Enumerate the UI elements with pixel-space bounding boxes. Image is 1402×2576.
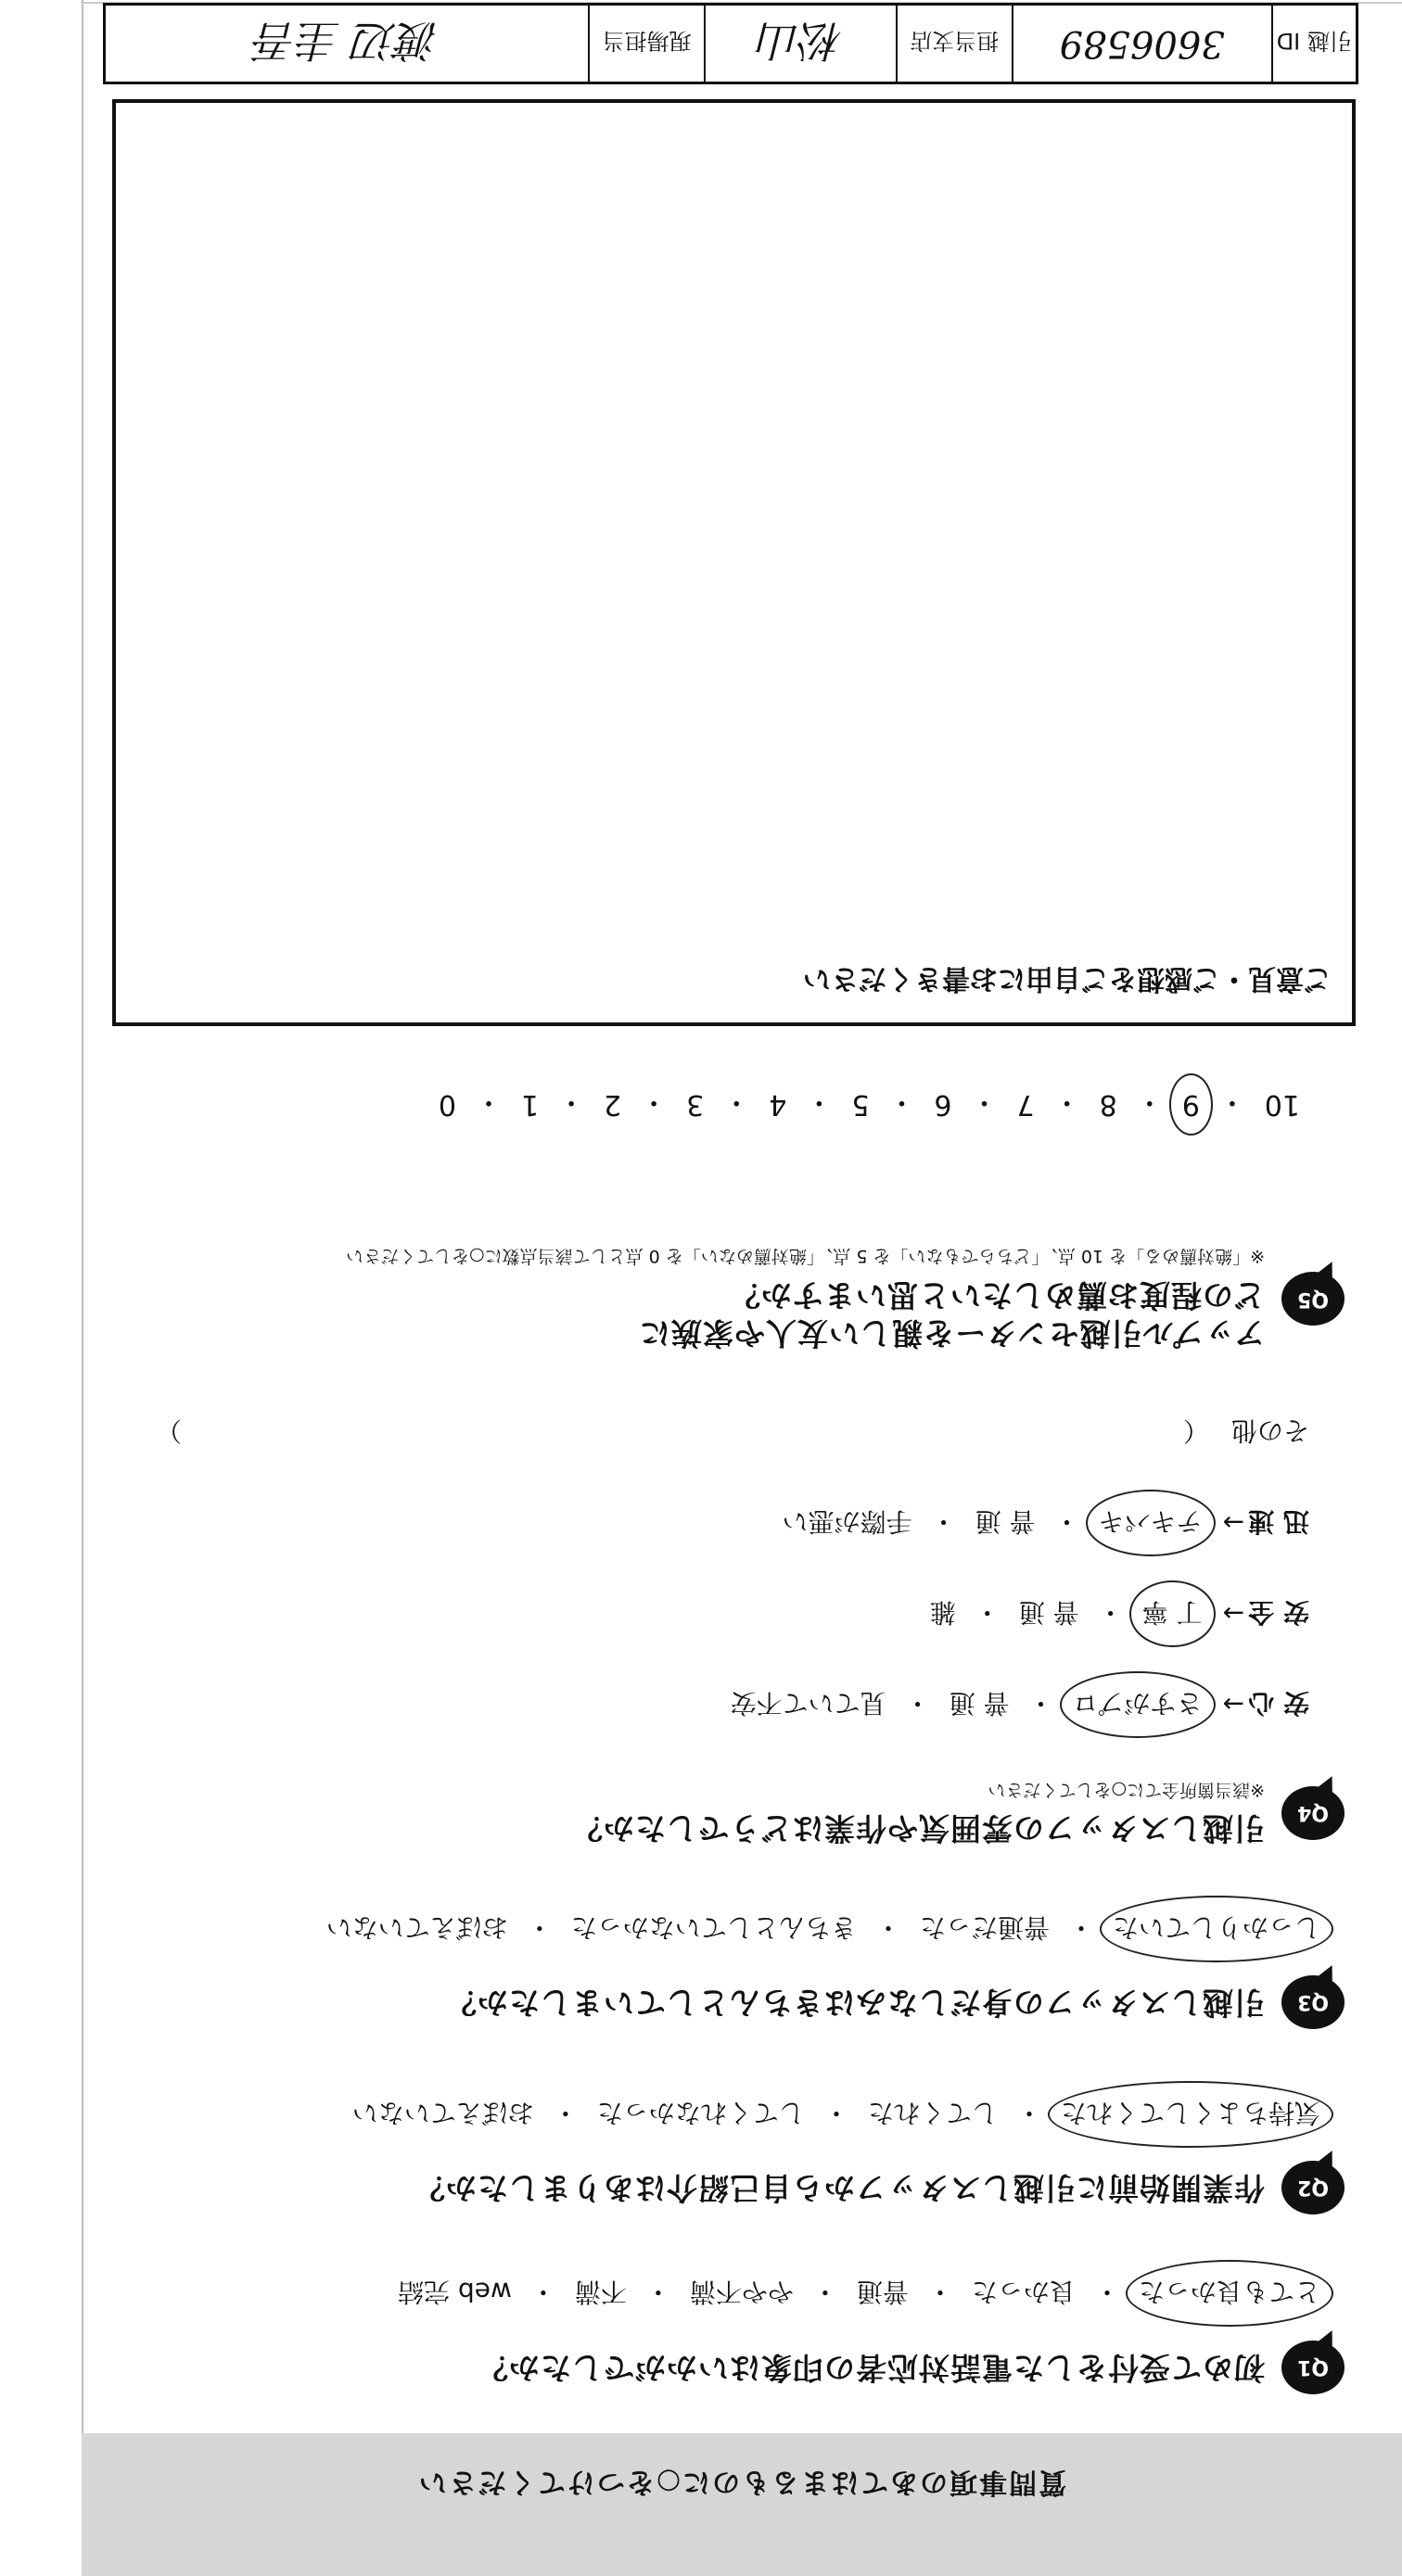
- q4-option-professional[interactable]: さすがプロ: [1073, 1686, 1203, 1723]
- q4-other-row: [141, 1414, 1309, 1451]
- id-label: 引越 ID: [1271, 6, 1356, 82]
- q5-note: ※「絶対薦める」を 10 点、「どちらでもない」を 5 点、「絶対薦めない」を 0 点として該当点数に○をしてください: [346, 1246, 1265, 1267]
- arrow-icon: →: [1222, 1598, 1244, 1630]
- q4-note: ※該当箇所全てに○をしてください: [988, 1779, 1265, 1800]
- q5-question-line1: アップル引越センターを親しい友人や家族に: [638, 1315, 1265, 1351]
- q4-other-close-paren: ）: [155, 1415, 182, 1446]
- q3-option-not-neat[interactable]: きちんとしていなかった: [570, 1912, 857, 1943]
- q4-badge: Q4: [1281, 1786, 1345, 1840]
- q4-row-speed: 迅 速 → テキパキ ・ 普 通 ・ 手際が悪い: [783, 1504, 1309, 1542]
- q2-option-no[interactable]: してくれなかった: [596, 2098, 805, 2128]
- q1-question-row: [477, 2341, 1345, 2394]
- q2-badge: Q2: [1281, 2161, 1345, 2214]
- q5-score-2[interactable]: 2: [604, 1088, 622, 1122]
- instruction-text: 質問事項のあてはまるものに○をつけてください: [416, 2466, 1067, 2498]
- q5-score-4[interactable]: 4: [769, 1088, 787, 1122]
- arrow-icon: →: [1222, 1689, 1244, 1720]
- q5-question-row: [346, 1246, 1345, 1353]
- q4-option-careful[interactable]: 丁 寧: [1142, 1595, 1203, 1632]
- q1-option-very-good[interactable]: とても良かった: [1139, 2275, 1320, 2312]
- manager-label: 現場担当: [588, 6, 704, 82]
- q1-option-normal[interactable]: 普通: [856, 2277, 909, 2307]
- footer-table-wrapper: [103, 1, 1358, 84]
- footer-table: [103, 3, 1358, 84]
- q3-option-normal[interactable]: 普通だった: [919, 1912, 1050, 1943]
- q3-question-row: [445, 1975, 1345, 2029]
- q4-option-normal[interactable]: 普 通: [975, 1506, 1036, 1537]
- q5-score-10[interactable]: 10: [1264, 1088, 1300, 1122]
- comment-box[interactable]: [112, 99, 1356, 1026]
- q2-option-pleasantly[interactable]: 気持ちよくしてくれた: [1061, 2096, 1320, 2133]
- q4-row-label: 迅 速: [1248, 1506, 1309, 1537]
- q4-option-anxious[interactable]: 見ていて不安: [730, 1688, 886, 1719]
- q4-question: 引越しスタッフの雰囲気や作業はどうでしたか？: [571, 1810, 1265, 1846]
- q5-score-8[interactable]: 8: [1099, 1088, 1117, 1122]
- q4-option-efficient[interactable]: テキパキ: [1099, 1504, 1203, 1542]
- q1-badge: Q1: [1281, 2341, 1345, 2394]
- q2-options: 気持ちよくしてくれた ・ してくれた ・ してくれなかった ・ おぼえていない: [352, 2096, 1320, 2133]
- q4-other-label: その他: [1230, 1415, 1309, 1446]
- branch-value: 松山: [704, 6, 895, 82]
- q5-question-line2: どの程度お薦めしたいと思いますか？: [729, 1276, 1265, 1313]
- q5-badge: Q5: [1281, 1272, 1345, 1326]
- comment-box-title: ご意見・ご感想をご自由にお書きください: [803, 962, 1332, 995]
- q2-option-dont-remember[interactable]: おぼえていない: [351, 2098, 534, 2128]
- arrow-icon: →: [1222, 1507, 1244, 1539]
- q4-row-label: 安 心: [1248, 1688, 1309, 1719]
- q2-question-row: [414, 2161, 1345, 2214]
- q5-score-5[interactable]: 5: [851, 1088, 870, 1122]
- q1-option-dissatisfied[interactable]: 不満: [574, 2277, 627, 2307]
- q1-options: とても良かった ・ 良かった ・ 普通 ・ やや不満 ・ 不満 ・ web 完結: [398, 2275, 1320, 2312]
- page-edge-right: [82, 0, 83, 2576]
- q1-option-somewhat-dissatisfied[interactable]: やや不満: [689, 2277, 794, 2307]
- q3-options: しっかりしていた ・ 普通だった ・ きちんとしていなかった ・ おぼえていない: [326, 1910, 1320, 1948]
- q4-option-normal[interactable]: 普 通: [1018, 1597, 1079, 1628]
- q1-question: 初めて受付をした電話対応者の印象はいかがでしたか？: [477, 2349, 1265, 2386]
- id-value: 3606589: [1012, 6, 1271, 82]
- q2-question: 作業開始前に引越しスタッフから自己紹介はありましたか？: [414, 2169, 1265, 2206]
- q1-option-good[interactable]: 良かった: [971, 2277, 1076, 2307]
- q4-other-open-paren: （: [1182, 1415, 1209, 1446]
- q5-score-7[interactable]: 7: [1016, 1088, 1035, 1122]
- q5-score-9[interactable]: 9: [1181, 1088, 1200, 1122]
- q3-badge: Q3: [1281, 1975, 1345, 2029]
- q5-score-6[interactable]: 6: [934, 1088, 952, 1122]
- q3-option-neat[interactable]: しっかりしていた: [1113, 1910, 1320, 1948]
- instruction-band: [82, 2433, 1402, 2576]
- q4-question-row: [571, 1779, 1345, 1847]
- q4-option-clumsy[interactable]: 手際が悪い: [782, 1506, 912, 1537]
- q4-option-rough[interactable]: 雑: [929, 1597, 956, 1628]
- q4-row-safety: 安 全 → 丁 寧 ・ 普 通 ・ 雑: [930, 1595, 1309, 1632]
- q4-row-reassurance: 安 心 → さすがプロ ・ 普 通 ・ 見ていて不安: [731, 1686, 1309, 1723]
- manager-value: 渡辺 圭吾: [254, 16, 440, 66]
- q4-row-label: 安 全: [1248, 1597, 1309, 1628]
- q1-option-web[interactable]: web 完結: [398, 2277, 512, 2307]
- branch-label: 担当支店: [896, 6, 1012, 82]
- q3-question: 引越しスタッフの身だしなみはきちんとしていましたか？: [445, 1984, 1265, 2021]
- q5-score-1[interactable]: 1: [520, 1088, 540, 1122]
- q5-score-0[interactable]: 0: [438, 1088, 456, 1122]
- q5-scale: 10 ・ 9 ・ 8 ・ 7 ・ 6 ・ 5 ・ 4 ・ 3 ・ 2 ・ 1 ・ 0: [438, 1085, 1300, 1122]
- q3-option-dont-remember[interactable]: おぼえていない: [325, 1912, 508, 1943]
- q4-option-normal[interactable]: 普 通: [949, 1688, 1010, 1719]
- q5-score-3[interactable]: 3: [686, 1088, 705, 1122]
- q2-option-yes[interactable]: してくれた: [867, 2098, 998, 2128]
